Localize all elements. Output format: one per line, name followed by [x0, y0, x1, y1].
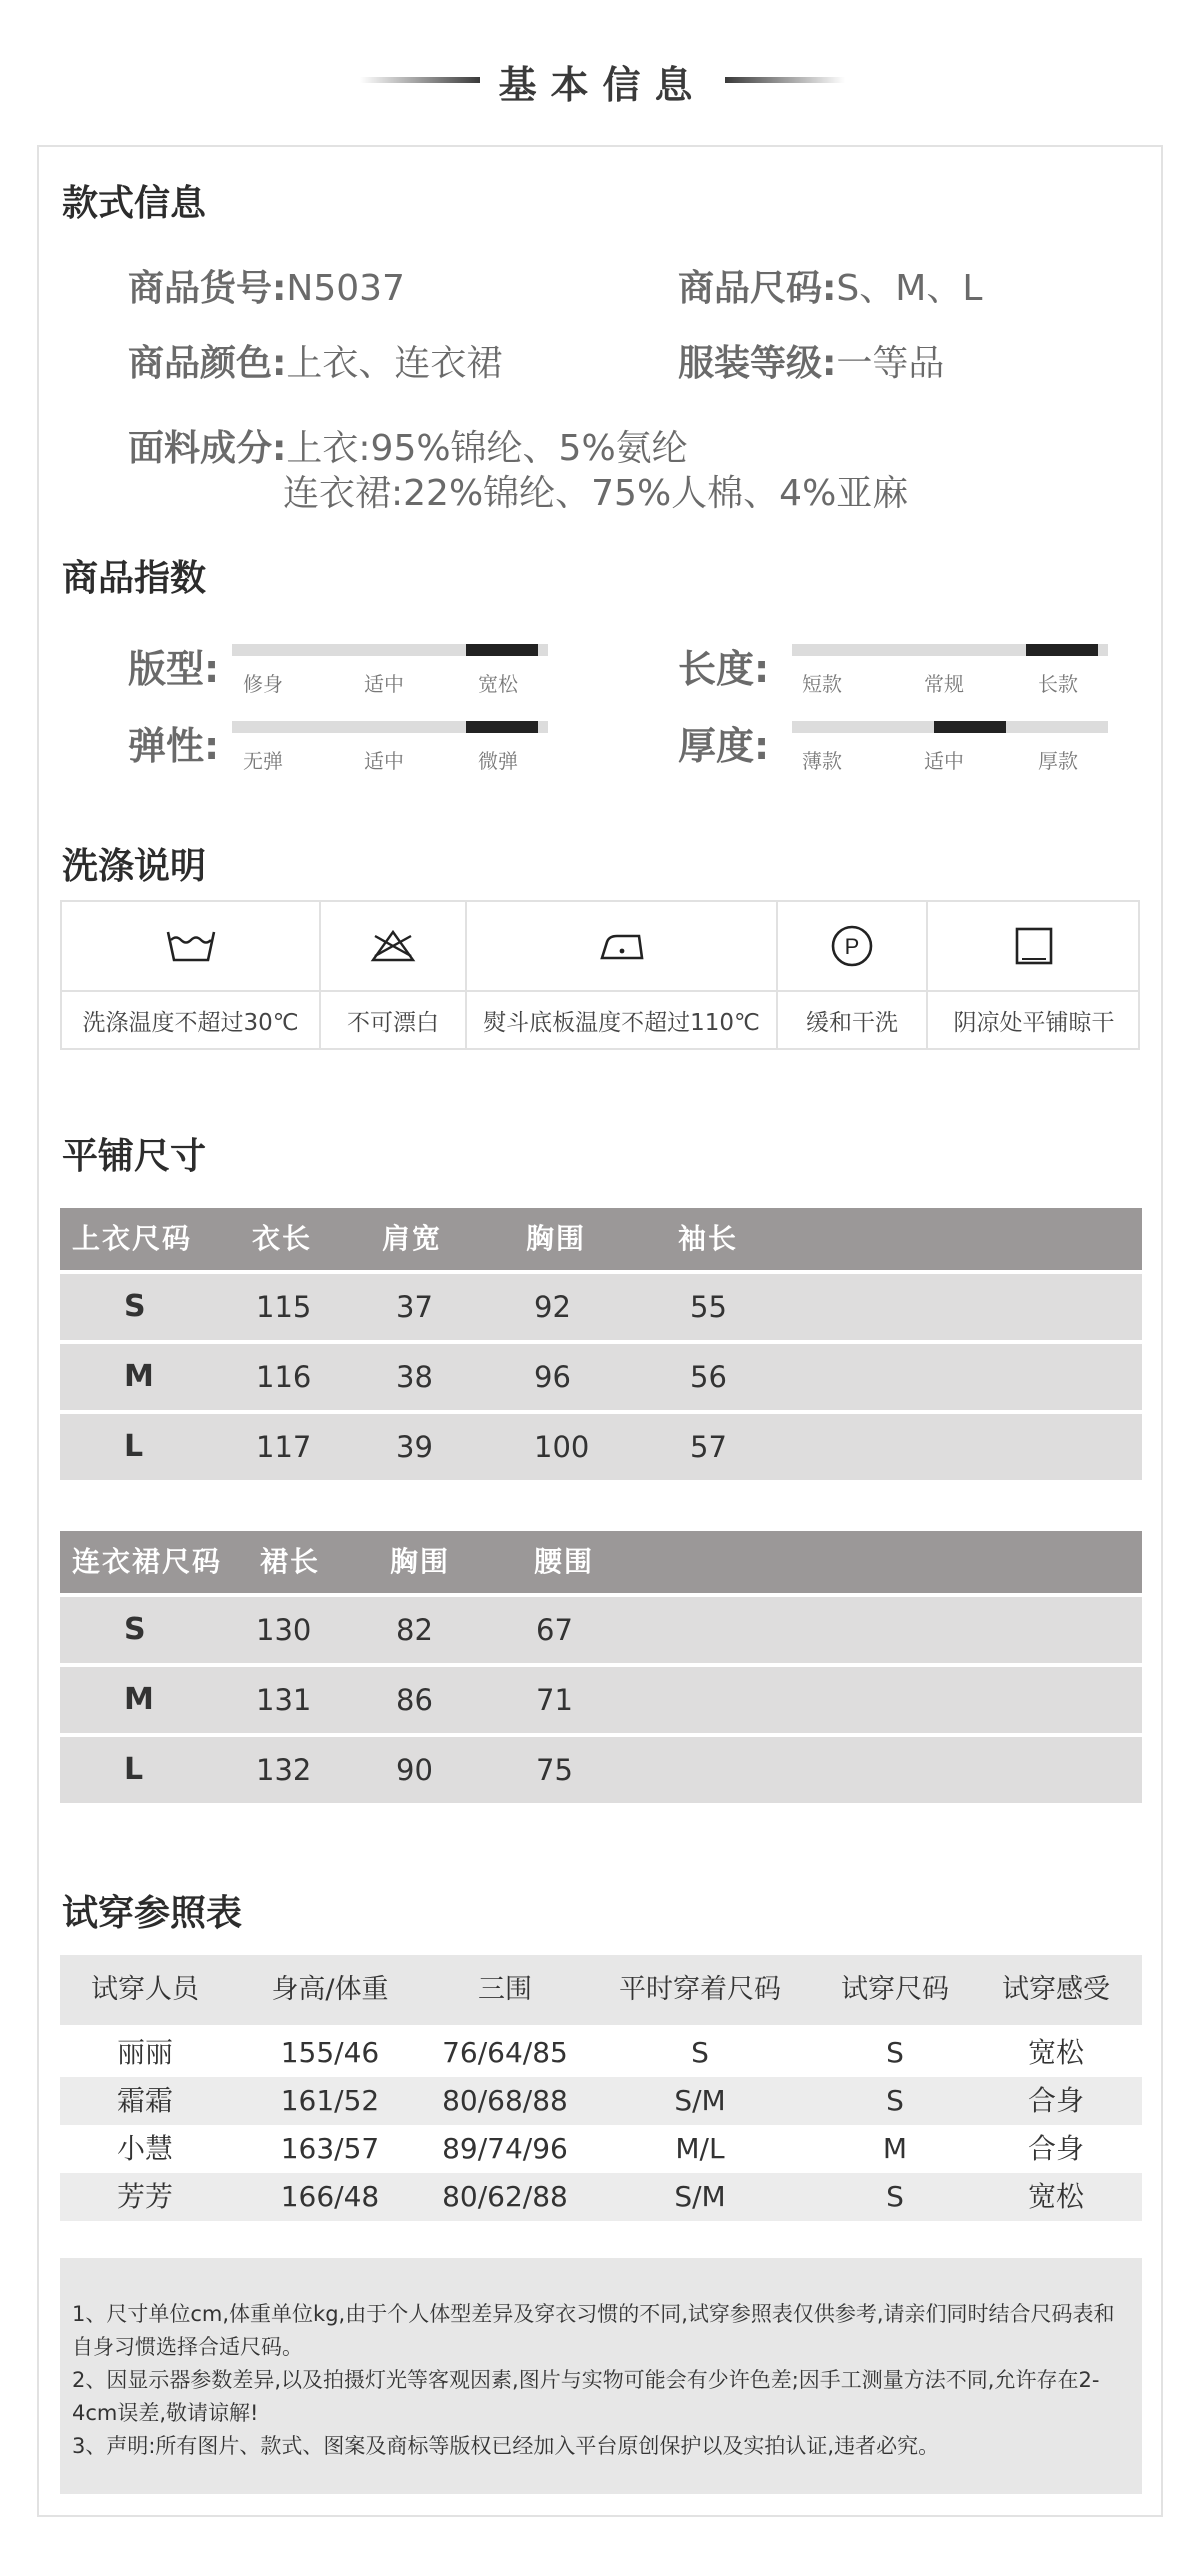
size-cell: S [124, 1612, 146, 1647]
section-title-flat-size: 平铺尺寸 [62, 1136, 207, 1177]
measure-cell: 57 [690, 1430, 727, 1464]
measure-cell: 131 [256, 1683, 312, 1717]
notes-box [60, 2258, 1142, 2494]
try-on-table [60, 1955, 1142, 2220]
table-row [60, 2125, 1142, 2173]
dress-header-cell: 胸围 [390, 1545, 451, 1578]
wash-text-1: 洗涤温度不超过30℃ [82, 1009, 299, 1036]
wash-cell-1 [62, 902, 321, 1048]
measure-cell: 38 [396, 1360, 433, 1394]
dry-clean-p-icon [778, 902, 926, 992]
measure-cell: 90 [396, 1753, 433, 1787]
measure-cell: 115 [256, 1290, 312, 1324]
item-no-label: 商品货号: [128, 268, 287, 309]
wash-30-icon [62, 902, 319, 992]
index-slider-fill-0 [466, 644, 538, 656]
table-row [60, 2173, 1142, 2221]
try-on-cell: 宽松 [1027, 2036, 1084, 2069]
try-on-cell: M/L [675, 2132, 725, 2165]
item-size-label: 商品尺码: [678, 268, 837, 309]
index-tick-3-0: 薄款 [802, 749, 842, 773]
index-slider-fill-2 [466, 721, 538, 733]
index-tick-2-2: 微弹 [478, 749, 518, 773]
wash-text-4: 缓和干洗 [806, 1009, 898, 1036]
top-header-cell: 上衣尺码 [72, 1222, 193, 1255]
try-on-cell: 宽松 [1027, 2180, 1084, 2213]
index-tick-0-0: 修身 [243, 672, 283, 696]
dress-size-table [60, 1531, 1142, 1805]
top-header-cell: 肩宽 [382, 1222, 443, 1255]
top-size-table [60, 1208, 1142, 1482]
table-row [60, 2077, 1142, 2125]
index-tick-1-2: 长款 [1038, 672, 1078, 696]
iron-icon [467, 902, 776, 992]
table-row [60, 1737, 1142, 1803]
try-on-cell: S [886, 2180, 904, 2213]
try-on-cell: S/M [674, 2084, 726, 2117]
size-cell: M [124, 1359, 154, 1394]
index-slider-3 [792, 721, 1108, 733]
try-on-cell: 芳芳 [116, 2180, 173, 2213]
section-title-style-info: 款式信息 [62, 183, 207, 224]
index-tick-1-0: 短款 [802, 672, 842, 696]
try-on-header-cell: 试穿人员 [91, 1974, 199, 2005]
try-on-header-cell: 试穿感受 [1002, 1974, 1110, 2005]
dress-header-cell: 连衣裙尺码 [72, 1545, 223, 1578]
no-bleach-icon [321, 902, 465, 992]
top-header-cell: 衣长 [252, 1222, 313, 1255]
item-size-value: S、M、L [836, 268, 983, 309]
try-on-cell: 155/46 [280, 2036, 380, 2069]
measure-cell: 71 [536, 1683, 573, 1717]
measure-cell: 82 [396, 1613, 433, 1647]
table-row [60, 1274, 1142, 1340]
washing-table [60, 900, 1140, 1050]
index-label-0: 版型: [128, 647, 220, 691]
index-tick-0-1: 适中 [364, 672, 404, 696]
dress-header-cell: 腰围 [534, 1545, 595, 1578]
note-1: 1、尺寸单位cm,体重单位kg,由于个人体型差异及穿衣习惯的不同,试穿参照表仅供参考,请亲们同时结合尺码表和自身习惯选择合适尺码。 [72, 2302, 1115, 2359]
table-row [60, 1597, 1142, 1663]
try-on-cell: 89/74/96 [442, 2132, 568, 2165]
measure-cell: 116 [256, 1360, 312, 1394]
try-on-cell: S [886, 2036, 904, 2069]
index-label-3: 厚度: [678, 724, 770, 768]
item-color-label: 商品颜色: [128, 343, 287, 384]
wash-text-3: 熨斗底板温度不超过110℃ [483, 1009, 760, 1036]
measure-cell: 37 [396, 1290, 433, 1324]
svg-text:P: P [844, 934, 860, 959]
index-label-2: 弹性: [128, 724, 220, 768]
index-slider-0 [232, 644, 548, 656]
try-on-cell: 166/48 [280, 2180, 380, 2213]
index-tick-2-0: 无弹 [243, 749, 283, 773]
section-title-try-on: 试穿参照表 [62, 1893, 243, 1934]
index-tick-1-1: 常规 [924, 672, 964, 696]
wash-cell-5 [928, 902, 1140, 1048]
index-slider-1 [792, 644, 1108, 656]
measure-cell: 55 [690, 1290, 727, 1324]
index-slider-fill-1 [1026, 644, 1098, 656]
wash-cell-2 [321, 902, 467, 1048]
wash-cell-3 [467, 902, 778, 1048]
measure-cell: 100 [534, 1430, 590, 1464]
try-on-cell: 合身 [1027, 2132, 1084, 2165]
section-title-index: 商品指数 [62, 558, 207, 599]
wash-text-2: 不可漂白 [347, 1009, 439, 1036]
try-on-cell: 80/68/88 [442, 2084, 568, 2117]
dress-header-cell: 裙长 [260, 1545, 321, 1578]
note-3: 3、声明:所有图片、款式、图案及商标等版权已经加入平台原创保护以及实拍认证,违者必究。 [72, 2434, 940, 2458]
dry-flat-shade-icon [928, 902, 1140, 992]
measure-cell: 92 [534, 1290, 571, 1324]
index-label-1: 长度: [678, 647, 770, 691]
item-no-value: N5037 [286, 268, 405, 309]
measure-cell: 86 [396, 1683, 433, 1717]
table-row [60, 1414, 1142, 1480]
item-size [678, 260, 982, 311]
item-color-value: 上衣、连衣裙 [286, 343, 503, 384]
try-on-cell: 80/62/88 [442, 2180, 568, 2213]
index-tick-3-1: 适中 [924, 749, 964, 773]
index-tick-3-2: 厚款 [1038, 749, 1078, 773]
try-on-cell: 76/64/85 [442, 2036, 568, 2069]
index-tick-2-1: 适中 [364, 749, 404, 773]
top-table-header [60, 1208, 1142, 1270]
index-tick-0-2: 宽松 [478, 672, 518, 696]
wash-text-5: 阴凉处平铺晾干 [953, 1009, 1115, 1036]
measure-cell: 56 [690, 1360, 727, 1394]
measure-cell: 67 [536, 1613, 573, 1647]
try-on-header-cell: 试穿尺码 [841, 1974, 949, 2005]
index-slider-fill-3 [934, 721, 1006, 733]
measure-cell: 96 [534, 1360, 571, 1394]
try-on-cell: 合身 [1027, 2084, 1084, 2117]
table-row [60, 2029, 1142, 2077]
try-on-cell: 霜霜 [116, 2084, 173, 2117]
fabric-line-1 [128, 420, 688, 471]
header-right-line [725, 77, 845, 83]
top-header-cell: 袖长 [678, 1222, 739, 1255]
measure-cell: 132 [256, 1753, 312, 1787]
item-grade-value: 一等品 [836, 343, 945, 384]
table-row [60, 1667, 1142, 1733]
try-on-cell: 小慧 [116, 2132, 173, 2165]
top-header-cell: 胸围 [526, 1222, 587, 1255]
try-on-cell: 丽丽 [116, 2036, 173, 2069]
try-on-cell: M [882, 2132, 908, 2165]
item-no [128, 260, 405, 311]
measure-cell: 75 [536, 1753, 573, 1787]
try-on-header-cell: 平时穿着尺码 [619, 1974, 781, 2005]
item-color [128, 335, 502, 386]
fabric-value-1: 上衣:95%锦纶、5%氨纶 [286, 428, 688, 469]
try-on-cell: S [886, 2084, 904, 2117]
item-grade-label: 服装等级: [678, 343, 837, 384]
page-header [0, 40, 1200, 120]
try-on-header-cell: 身高/体重 [271, 1974, 389, 2005]
dress-table-header [60, 1531, 1142, 1593]
index-slider-2 [232, 721, 548, 733]
page-title: 基本信息 [498, 63, 707, 107]
size-cell: L [124, 1752, 144, 1787]
try-on-cell: 161/52 [280, 2084, 380, 2117]
measure-cell: 117 [256, 1430, 312, 1464]
header-left-line [360, 77, 480, 83]
table-row [60, 1344, 1142, 1410]
try-on-cell: S/M [674, 2180, 726, 2213]
wash-cell-4 [778, 902, 928, 1048]
try-on-cell: 163/57 [280, 2132, 380, 2165]
size-cell: S [124, 1289, 146, 1324]
try-on-cell: S [691, 2036, 709, 2069]
measure-cell: 39 [396, 1430, 433, 1464]
size-cell: M [124, 1682, 154, 1717]
fabric-label: 面料成分: [128, 428, 287, 469]
try-on-header-cell: 三围 [478, 1974, 532, 2005]
fabric-line-2 [283, 465, 908, 516]
measure-cell: 130 [256, 1613, 312, 1647]
item-grade [678, 335, 944, 386]
note-2: 2、因显示器参数差异,以及拍摄灯光等客观因素,图片与实物可能会有少许色差;因手工测量方法不同,允许存在2-4cm误差,敬请谅解! [72, 2368, 1100, 2425]
section-title-washing: 洗涤说明 [62, 846, 207, 887]
fabric-value-2: 连衣裙:22%锦纶、75%人棉、4%亚麻 [283, 473, 909, 514]
size-cell: L [124, 1429, 144, 1464]
